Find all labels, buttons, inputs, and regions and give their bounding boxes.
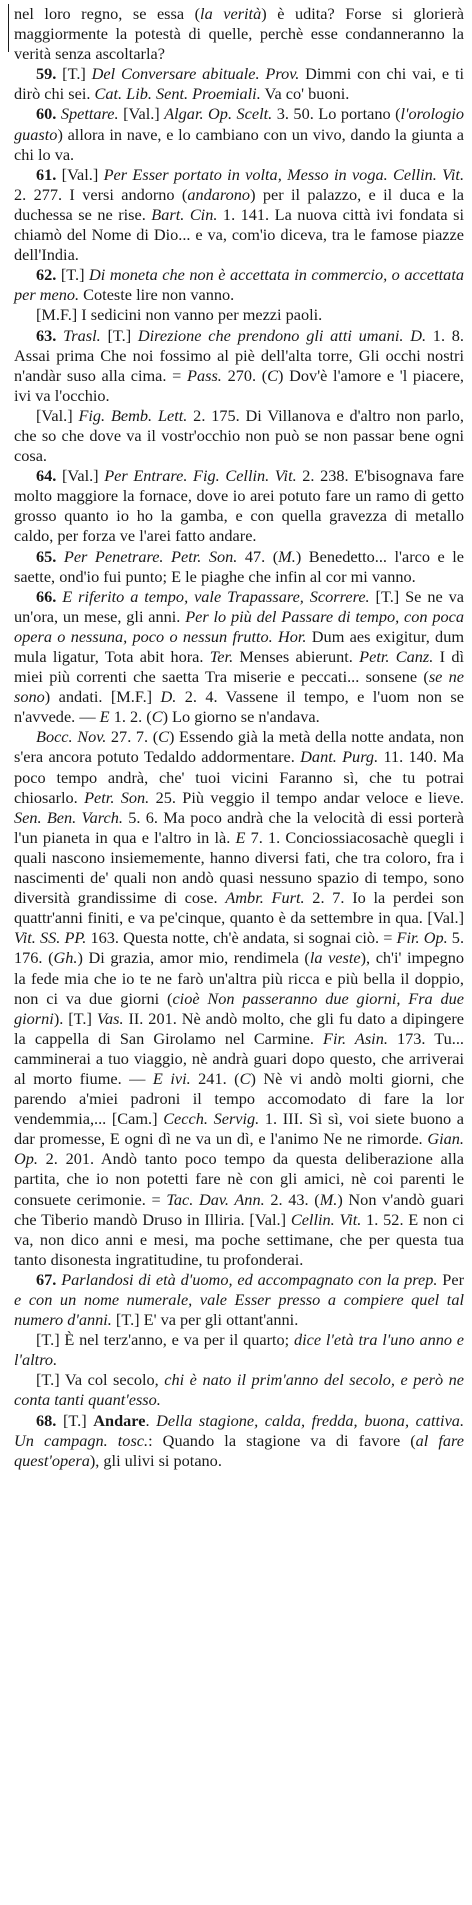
italic-text: Tac. Dav. Ann. xyxy=(166,1189,265,1209)
text-run: 47. ( xyxy=(237,546,279,566)
italic-text: al fare quest'opera xyxy=(14,1430,465,1470)
text-run: [T.] xyxy=(100,325,138,345)
italic-text: Vas. xyxy=(96,1008,124,1028)
italic-text: Dant. Purg. xyxy=(300,747,379,767)
text-run: 2. 7. Io la perdei son quattr'anni finiti, e va pe'cinque, quanto è da settembre in qua. [Val.] xyxy=(14,888,465,928)
italic-text: D. xyxy=(160,687,177,707)
text-run: : Quando la stagione va di favore ( xyxy=(148,1430,416,1450)
italic-text: C xyxy=(158,727,169,747)
italic-text: Cat. Lib. Sent. Proemiali. xyxy=(94,84,261,104)
dictionary-entry xyxy=(14,104,464,164)
text-run: 1. 2. ( xyxy=(109,707,152,727)
text-run: 173. Tu... camminerai a tuo viaggio, nè andrà guari dopo questo, che arriverai al morto fiume. — xyxy=(14,1028,464,1088)
italic-text: chi è nato il prim'anno del secolo, e però ne conta tanti quant'esso. xyxy=(14,1370,464,1410)
italic-text: dice l'età tra l'uno anno e l'altro. xyxy=(14,1330,464,1370)
entry-heading: 62. xyxy=(36,265,61,285)
text-run: nel loro regno, se essa ( xyxy=(14,4,201,23)
italic-text: M. xyxy=(278,546,296,566)
italic-text: Ambr. Furt. xyxy=(225,888,305,908)
dictionary-entry xyxy=(14,265,464,305)
text-run: 25. Più veggio il tempo andar veloce e lieve. xyxy=(149,787,464,807)
text-run: 3. 50. Lo portano ( xyxy=(272,104,401,124)
text-run: 1. 8. Assai prima Che noi fossimo al piè dell'alta torre, Gli occhi nostri n'andàr suso alla cima. = xyxy=(14,325,464,385)
text-run: [T.] xyxy=(62,1410,94,1430)
text-run: 5. 6. Ma poco andrà che la velocità di essi porterà l'un pianeta in qua e l'altro in là. xyxy=(14,807,464,847)
text-run: 2. 43. ( xyxy=(264,1189,320,1209)
text-run: . xyxy=(145,1410,157,1430)
italic-text: Gian. Op. xyxy=(14,1129,464,1169)
text-run: 27. 7. ( xyxy=(106,727,159,747)
text-run: 2. 4. Vassene il tempo, e l'uom non se n'avvede. — xyxy=(14,687,464,727)
text-run: ), ch'i' impegno la fede mia che io te ne farò un'altra più ricca e più bella il doppio, non ci va due giorni ( xyxy=(14,948,465,1008)
text-run: 1. III. Sì sì, voi siete buono a dar promesse, E ogni dì ne va un dì, e l'animo Ne ne rimorde. xyxy=(14,1109,465,1149)
italic-text: Sen. Ben. Varch. xyxy=(14,807,123,827)
text-run: [T.] E' va per gli ottant'anni. xyxy=(111,1310,299,1330)
italic-text: Direzione che prendono gli atti umani. D. xyxy=(137,325,427,345)
text-run: ) Nè vi andò molti giorni, che parendo a'miei padroni il tempo accomodato di fare la lor vendemmia,... [Cam.] xyxy=(14,1068,465,1129)
italic-text: Bart. Cin. xyxy=(151,204,218,224)
italic-text: E xyxy=(235,827,246,847)
text-run: ) Di grazia, amor mio, rendimela ( xyxy=(77,948,310,968)
text-run: [T.] Va col secolo, xyxy=(36,1370,165,1390)
italic-text: Parlandosi di età d'uomo, ed accompagnato con la prep. xyxy=(61,1269,438,1289)
italic-text: C xyxy=(267,365,279,385)
italic-text: l'orologio guasto xyxy=(14,104,465,144)
text-run: 2. 201. Andò tanto poco tempo da questa deliberazione alla partita, che io non potetti fare nè con gli amici, nè coi parenti le consuete cerimonie. = xyxy=(14,1149,464,1209)
dictionary-entry xyxy=(14,1270,464,1330)
italic-text: Petr. Son. xyxy=(84,787,150,807)
italic-text: Di moneta che non è accettata in commercio, o accettata per meno. xyxy=(14,265,464,305)
italic-text: E riferito a tempo, vale Trapassare, Scorrere. xyxy=(62,586,370,606)
dictionary-entry xyxy=(14,406,464,466)
italic-text: Vit. SS. PP. xyxy=(14,928,87,948)
italic-text: Petr. Canz. xyxy=(359,647,434,666)
text-run: 5. 176. ( xyxy=(14,928,465,968)
entry-heading: 68. xyxy=(36,1410,63,1430)
italic-text: Spettare. xyxy=(60,104,119,124)
text-run: 2. 238. E'bisognava fare molto maggiore la fornace, dove io arei potuto fare un ramo di getto grosso quanto io ho la gamba, e con quella gravezza di metallo caldo, per forza ve l'arei fatto andare. xyxy=(14,466,465,546)
italic-text: Ter. xyxy=(209,647,234,666)
italic-text: Pass. xyxy=(187,365,222,385)
text-run: 7. 1. Conciossiacosachè quegli i quali nascono insiememente, hanno diversi fati, che tra coloro, fra i nascimenti de' quali non andò quasi nessuno spazio di tempo, sono diversità grandissime di cose. xyxy=(14,827,465,908)
text-run: [Val.] xyxy=(36,405,79,425)
text-run: ) Lo giorno se n'andava. xyxy=(162,707,320,727)
text-run: [Val.] xyxy=(61,164,104,184)
italic-text: C xyxy=(239,1068,251,1088)
italic-text: Per Entrare. Fig. Cellin. Vit. xyxy=(104,466,297,486)
text-run: ) Non v'andò guari che Tiberio mandò Druso in Illiria. [Val.] xyxy=(14,1189,464,1229)
text-run: 1. 141. La nuova città ivi fondata si chiamò del Nome di Dio... e va, com'io diceva, tra le famose piazze dell'India. xyxy=(14,204,464,265)
dictionary-entry xyxy=(14,727,464,1270)
text-run: 11. 140. Ma poco tempo andrà, che' tuoi vicini Faranno sì, che tu potrai chiosarlo. xyxy=(14,747,465,807)
text-run: [T.] Se ne va un'ora, un mese, gli anni. xyxy=(14,586,464,626)
italic-text: Del Conversare abituale. Prov. xyxy=(91,64,300,84)
text-run: [T.] È nel terz'anno, e va per il quarto; xyxy=(36,1330,294,1350)
italic-text: Per lo più del Passare di tempo, con poca opera o nessuna, poco o nessun frutto. Hor. xyxy=(14,606,464,646)
italic-text: e con un nome numerale, vale Esser presso a compiere quel tal numero d'anni. xyxy=(14,1290,464,1330)
text-run: Dum aes exigitur, dum mula ligatur, Tota abit hora. xyxy=(14,626,465,666)
italic-text: Cecch. Servig. xyxy=(163,1109,260,1129)
text-run: II. 201. Nè andò molto, che gli fu dato a dipingere la cappella di San Girolamo nel Carmine. xyxy=(14,1008,464,1048)
entry-heading: 64. xyxy=(36,466,62,486)
text-run: 2. 175. Di Villanova e d'altro non parlo, che so che dove va il vostr'occhio non può se non passar bene ogni cosa. xyxy=(14,405,465,466)
italic-text: la verità xyxy=(200,4,262,23)
text-run: 241. ( xyxy=(190,1068,240,1088)
italic-text: la veste xyxy=(309,948,361,968)
text-run: ) allora in nave, e lo cambiano con un vivo, dando la giunta a chi lo va. xyxy=(14,124,464,164)
text-run: Per xyxy=(437,1269,464,1289)
text-run: ) è udita? Forse si glorierà maggiormente la potestà di quelle, perchè esse condanneranno la verità senza ascoltarla? xyxy=(14,4,465,64)
text-run: 163. Questa notte, ch'è andata, si sognai ciò. = xyxy=(86,928,397,948)
dictionary-entry xyxy=(14,305,464,325)
italic-text: andarono xyxy=(187,184,251,204)
text-run: ), gli ulivi si potano. xyxy=(89,1450,222,1470)
dictionary-entry xyxy=(14,326,464,406)
text-run: [T.] xyxy=(62,64,92,84)
text-run: [Val.] xyxy=(61,466,105,486)
margin-bracket xyxy=(8,4,9,52)
text-run: Coteste lire non vanno. xyxy=(79,285,235,305)
italic-text: Gh. xyxy=(53,948,78,968)
italic-text: E ivi. xyxy=(152,1068,191,1088)
dictionary-entry xyxy=(14,1411,464,1471)
text-run: ) Dov'è l'amore e 'l piacere, ivi va l'occhio. xyxy=(14,365,464,405)
text-run: ). [T.] xyxy=(53,1008,97,1028)
text-run: ) Essendo già la metà della notte andata, non s'era ancora potuto Tedaldo addormentare. xyxy=(14,727,464,767)
italic-text: cioè Non passeranno due giorni, Fra due giorni xyxy=(14,988,464,1028)
italic-text: Per Esser portato in volta, Messo in voga. Cellin. Vit. xyxy=(103,164,465,184)
entry-heading: 63. xyxy=(36,325,64,345)
italic-text: C xyxy=(151,707,163,727)
dictionary-entry xyxy=(14,1330,464,1370)
italic-text: Trasl. xyxy=(63,325,101,345)
text-run: [Val.] xyxy=(118,104,165,124)
text-run: [M.F.] I sedicini non vanno per mezzi paoli. xyxy=(36,305,323,325)
dictionary-entry xyxy=(14,64,464,104)
entry-heading: 61. xyxy=(36,164,62,184)
italic-text: Fir. Asin. xyxy=(323,1028,388,1048)
text-run: 1. 52. E non ci va, non dico anni e mesi, ma poche settimane, che per questa tua tanto disonesta ingratitudine, tu profonderai. xyxy=(14,1209,465,1269)
entry-heading: 67. xyxy=(36,1269,62,1289)
italic-text: M. xyxy=(319,1189,338,1209)
dictionary-entry xyxy=(14,547,464,587)
text-run: Va co' buoni. xyxy=(260,84,350,104)
italic-text: Fir. Op. xyxy=(396,928,448,948)
entry-heading: 60. xyxy=(36,104,61,124)
dictionary-entry xyxy=(14,4,464,64)
text-run: ) Benedetto... l'arco e le saette, ond'io fui punto; E le piaghe che infin al cor mi vanno. xyxy=(14,546,465,586)
italic-text: Cellin. Vit. xyxy=(290,1209,362,1229)
text-run: 2. 277. I versi andorno ( xyxy=(14,184,188,204)
text-run: ) per il palazzo, e il duca e la duchessa se ne rise. xyxy=(14,184,464,224)
italic-text: Fig. Bemb. Lett. xyxy=(78,405,188,425)
entry-heading: 59. xyxy=(36,64,63,84)
entry-heading: Andare xyxy=(93,1410,146,1430)
text-run: [T.] xyxy=(60,265,90,285)
italic-text: Per Penetrare. Petr. Son. xyxy=(63,546,238,566)
text-run: Dimmi con chi vai, e ti dirò chi sei. xyxy=(14,64,465,104)
italic-text: E xyxy=(99,707,110,727)
entry-heading: 66. xyxy=(36,586,63,606)
text-run: Menses abierunt. xyxy=(233,647,360,666)
italic-text: se ne sono xyxy=(14,667,465,707)
dictionary-entry xyxy=(14,1370,464,1410)
dictionary-text xyxy=(14,4,464,1471)
text-run: I dì miei più correnti che saetta Tra miserie e peccati... sonsene ( xyxy=(14,647,464,687)
dictionary-entry xyxy=(14,587,464,728)
dictionary-entry xyxy=(14,466,464,546)
text-run: 270. ( xyxy=(221,365,268,385)
italic-text: Algar. Op. Scelt. xyxy=(164,104,273,124)
dictionary-entry xyxy=(14,165,464,265)
italic-text: Bocc. Nov. xyxy=(36,727,107,747)
text-run: ) andati. [M.F.] xyxy=(44,687,161,707)
entry-heading: 65. xyxy=(36,546,64,566)
italic-text: Della stagione, calda, fredda, buona, cattiva. Un campagn. tosc. xyxy=(14,1410,465,1450)
